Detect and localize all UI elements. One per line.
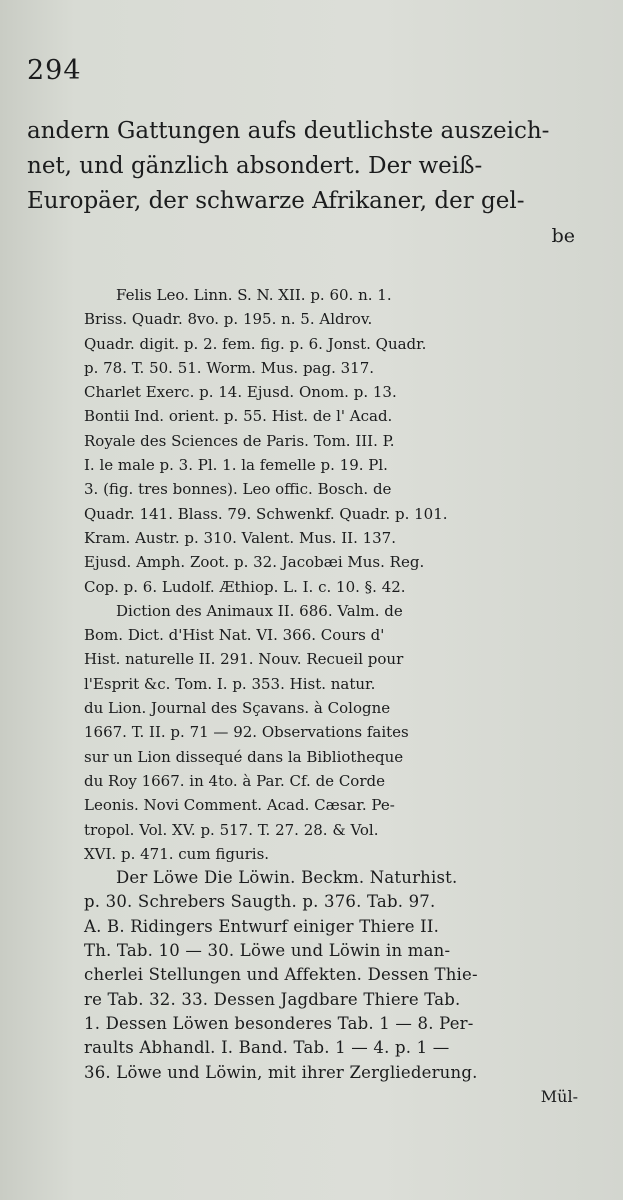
footnote-line: Kram. Austr. p. 310. Valent. Mus. II. 137. <box>84 528 396 547</box>
footnote-line: Quadr. 141. Blass. 79. Schwenkf. Quadr. p. 101. <box>84 504 448 523</box>
footnote-line: A. B. Ridingers Entwurf einiger Thiere II. <box>84 916 440 936</box>
footnote-line: Royale des Sciences de Paris. Tom. III. P. <box>84 431 395 450</box>
footnote-line: Briss. Quadr. 8vo. p. 195. n. 5. Aldrov. <box>84 310 373 329</box>
main-text-block <box>27 114 575 254</box>
footnote-line: Bontii Ind. orient. p. 55. Hist. de l' Acad. <box>84 407 393 426</box>
footnote-line: Leonis. Novi Comment. Acad. Cæsar. Pe- <box>84 796 395 815</box>
footnote-line: Felis Leo. Linn. S. N. XII. p. 60. n. 1. <box>116 286 392 304</box>
main-text-line-3: Europäer, der schwarze Afrikaner, der gel- <box>27 188 525 214</box>
footnote-line: 1667. T. II. p. 71 — 92. Observations faites <box>84 723 409 742</box>
footnote-line: l'Esprit &c. Tom. I. p. 353. Hist. natur. <box>84 674 376 693</box>
footnote-line: 36. Löwe und Löwin, mit ihrer Zergliederung. <box>84 1062 478 1082</box>
footnote-line: Der Löwe Die Löwin. Beckm. Naturhist. <box>116 868 458 888</box>
footnote-line: 1. Dessen Löwen besonderes Tab. 1 — 8. Per- <box>84 1013 474 1033</box>
footnote-line: XVI. p. 471. cum figuris. <box>84 844 270 863</box>
footnote-line: re Tab. 32. 33. Dessen Jagdbare Thiere Tab. <box>84 989 461 1009</box>
footnote-block <box>84 283 578 1109</box>
footnote-catchword: Mül- <box>540 1086 578 1106</box>
footnote-line: raults Abhandl. I. Band. Tab. 1 — 4. p. 1 — <box>84 1038 450 1058</box>
footnote-line: Quadr. digit. p. 2. fem. fig. p. 6. Jonst. Quadr. <box>84 334 427 353</box>
main-text-line-2: net, und gänzlich absondert. Der weiß- <box>27 153 483 179</box>
footnote-line: Charlet Exerc. p. 14. Ejusd. Onom. p. 13. <box>84 383 397 402</box>
main-text-line-1: andern Gattungen aufs deutlichste auszeich- <box>27 118 550 144</box>
footnote-line: Cop. p. 6. Ludolf. Æthiop. L. I. c. 10. §. 42. <box>84 577 406 596</box>
footnote-line: Hist. naturelle II. 291. Nouv. Recueil pour <box>84 650 404 669</box>
page-number: 294 <box>27 55 82 86</box>
footnote-line: Bom. Dict. d'Hist Nat. VI. 366. Cours d' <box>84 626 385 645</box>
footnote-line: Ejusd. Amph. Zoot. p. 32. Jacobæi Mus. Reg. <box>84 553 425 572</box>
footnote-line: p. 30. Schrebers Saugth. p. 376. Tab. 97. <box>84 892 436 912</box>
footnote-line: Th. Tab. 10 — 30. Löwe und Löwin in man- <box>84 941 451 961</box>
footnote-line: Diction des Animaux II. 686. Valm. de <box>116 601 403 620</box>
footnote-line: sur un Lion dissequé dans la Bibliotheque <box>84 747 404 766</box>
footnote-line: tropol. Vol. XV. p. 517. T. 27. 28. & Vol. <box>84 820 379 839</box>
footnote-line: p. 78. T. 50. 51. Worm. Mus. pag. 317. <box>84 358 375 377</box>
footnote-line: 3. (fig. tres bonnes). Leo offic. Bosch. de <box>84 480 392 499</box>
footnote-line: cherlei Stellungen und Affekten. Dessen Thie- <box>84 965 478 985</box>
footnote-line: du Roy 1667. in 4to. à Par. Cf. de Corde <box>84 771 385 790</box>
footnote-line: I. le male p. 3. Pl. 1. la femelle p. 19. Pl. <box>84 456 388 475</box>
footnote-line: du Lion. Journal des Sçavans. à Cologne <box>84 699 391 718</box>
main-catchword: be <box>551 225 575 247</box>
